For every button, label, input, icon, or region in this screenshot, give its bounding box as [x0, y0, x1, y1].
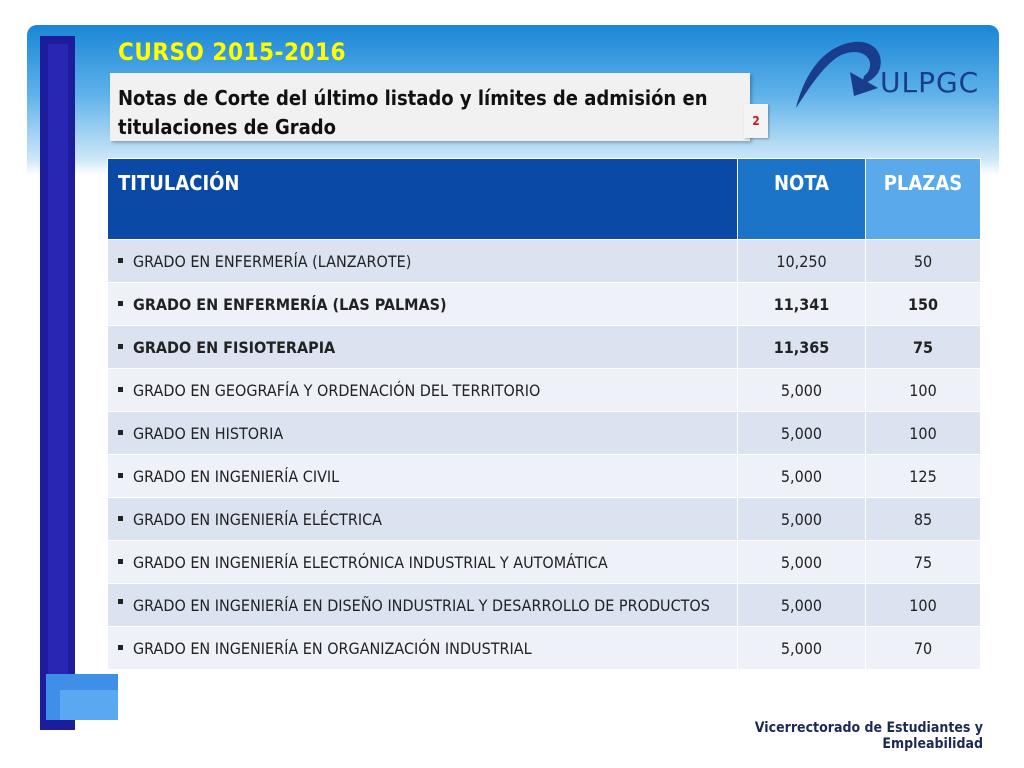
table-row: [108, 498, 981, 541]
cell-titulacion: GRADO EN INGENIERÍA EN DISEÑO INDUSTRIAL Y DESARROLLO DE PRODUCTOS: [108, 584, 738, 627]
cell-plazas: 100: [866, 584, 981, 627]
cell-titulacion: GRADO EN FISIOTERAPIA: [108, 326, 738, 369]
bullet-icon: [118, 430, 123, 435]
cell-nota: 10,250: [738, 240, 866, 283]
cell-plazas: 150: [866, 283, 981, 326]
cell-plazas: 75: [866, 541, 981, 584]
table-row: [108, 240, 981, 283]
cell-titulacion: GRADO EN GEOGRAFÍA Y ORDENACIÓN DEL TERRITORIO: [108, 369, 738, 412]
grades-table: [107, 158, 981, 670]
table-header-row: [108, 159, 981, 240]
table-row: [108, 412, 981, 455]
page-number: 2: [744, 104, 768, 138]
cell-plazas: 50: [866, 240, 981, 283]
bullet-icon: [118, 599, 123, 604]
decorative-square-inner: [60, 690, 118, 720]
cell-plazas: 75: [866, 326, 981, 369]
cell-nota: 5,000: [738, 498, 866, 541]
cell-plazas: 70: [866, 627, 981, 670]
bullet-icon: [118, 473, 123, 478]
cell-nota: 5,000: [738, 412, 866, 455]
cell-titulacion: GRADO EN INGENIERÍA CIVIL: [108, 455, 738, 498]
cell-plazas: 125: [866, 455, 981, 498]
cell-nota: 5,000: [738, 627, 866, 670]
bullet-icon: [118, 387, 123, 392]
cell-titulacion: GRADO EN INGENIERÍA ELECTRÓNICA INDUSTRIAL Y AUTOMÁTICA: [108, 541, 738, 584]
cell-titulacion: GRADO EN INGENIERÍA EN ORGANIZACIÓN INDUSTRIAL: [108, 627, 738, 670]
left-decorative-bar-inner: [48, 44, 68, 720]
table-row: [108, 283, 981, 326]
cell-nota: 5,000: [738, 584, 866, 627]
cell-plazas: 100: [866, 412, 981, 455]
cell-titulacion: GRADO EN ENFERMERÍA (LAS PALMAS): [108, 283, 738, 326]
bullet-icon: [118, 559, 123, 564]
table-row: [108, 326, 981, 369]
bullet-icon: [118, 301, 123, 306]
cell-nota: 5,000: [738, 369, 866, 412]
cell-nota: 11,365: [738, 326, 866, 369]
table-row: [108, 584, 981, 627]
header-titulacion: TITULACIÓN: [108, 159, 738, 240]
logo-text: ULPGC: [880, 66, 980, 99]
cell-plazas: 100: [866, 369, 981, 412]
cell-nota: 5,000: [738, 455, 866, 498]
header-plazas: PLAZAS: [866, 159, 981, 240]
cell-titulacion: GRADO EN HISTORIA: [108, 412, 738, 455]
table-row: [108, 627, 981, 670]
cell-nota: 5,000: [738, 541, 866, 584]
footer-text: Vicerrectorado de Estudiantes y Empleabilidad: [754, 720, 983, 752]
bullet-icon: [118, 516, 123, 521]
course-title: CURSO 2015-2016: [118, 38, 347, 66]
cell-titulacion: GRADO EN ENFERMERÍA (LANZAROTE): [108, 240, 738, 283]
cell-nota: 11,341: [738, 283, 866, 326]
table-row: [108, 455, 981, 498]
bullet-icon: [118, 344, 123, 349]
bullet-icon: [118, 645, 123, 650]
table-row: [108, 369, 981, 412]
table-row: [108, 541, 981, 584]
cell-plazas: 85: [866, 498, 981, 541]
cell-titulacion: GRADO EN INGENIERÍA ELÉCTRICA: [108, 498, 738, 541]
header-nota: NOTA: [738, 159, 866, 240]
bullet-icon: [118, 258, 123, 263]
slide-subtitle: Notas de Corte del último listado y límites de admisión en titulaciones de Grado: [118, 86, 708, 139]
